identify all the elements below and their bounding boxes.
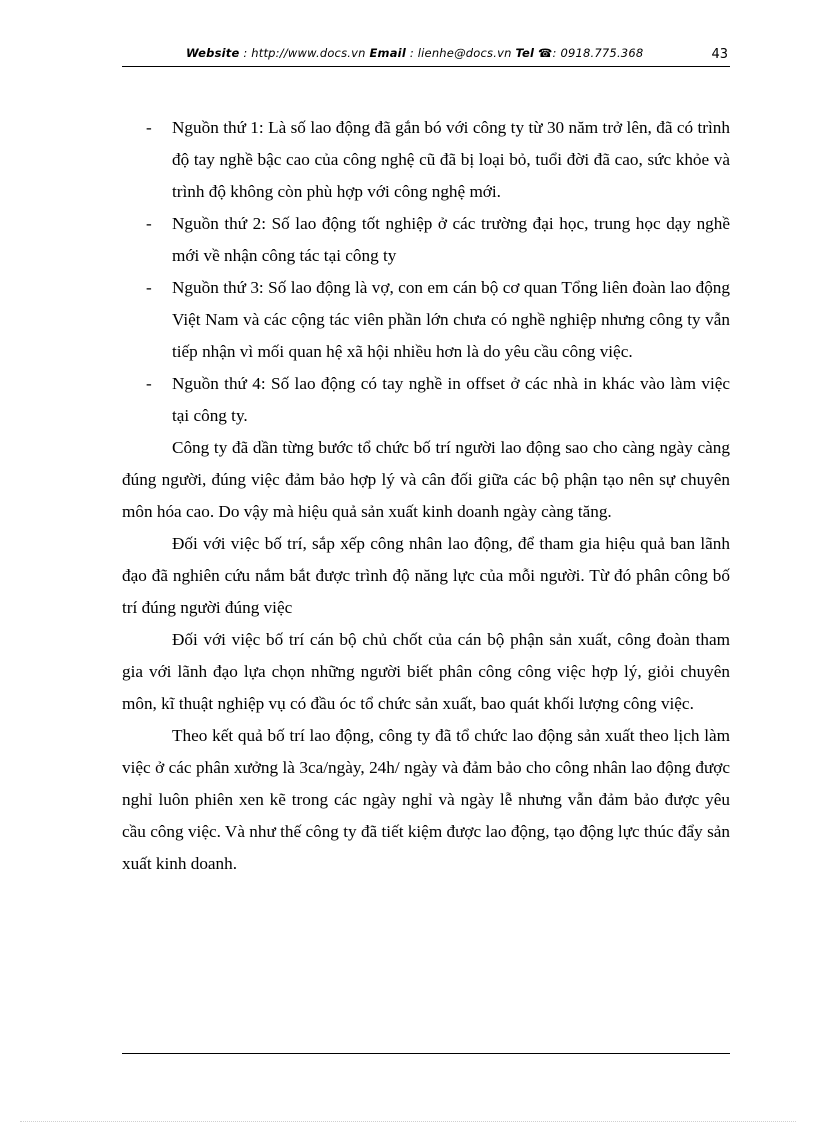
bullet-item (122, 272, 730, 368)
page-edge-dotted-line (20, 1121, 796, 1122)
document-body (122, 112, 730, 880)
bullet-item (122, 368, 730, 432)
bullet-dash: - (146, 214, 152, 233)
tel-value: : 0918.775.368 (552, 46, 644, 60)
page-header (122, 44, 730, 67)
bullet-text: Nguồn thứ 3: Số lao động là vợ, con em cán bộ cơ quan Tổng liên đoàn lao động Việt Nam và các cộng tác viên phần lớn chưa có nghề nghiệp nhưng công ty vẫn tiếp nhận vì mối quan hệ xã hội nhiều hơn là do yêu cầu công việc. (172, 278, 730, 361)
body-paragraph: Công ty đã dần từng bước tổ chức bố trí người lao động sao cho càng ngày càng đúng người, đúng việc đảm bảo hợp lý và cân đối giữa các bộ phận tạo nên sự chuyên môn hóa cao. Do vậy mà hiệu quả sản xuất kinh doanh ngày càng tăng. (122, 438, 730, 521)
body-paragraph: Đối với việc bố trí, sắp xếp công nhân lao động, để tham gia hiệu quả ban lãnh đạo đã nghiên cứu nắm bắt được trình độ năng lực của mỗi người. Từ đó phân công bố trí đúng người đúng việc (122, 534, 730, 617)
bullet-item (122, 112, 730, 208)
bullet-dash: - (146, 374, 152, 393)
bullet-dash: - (146, 118, 152, 137)
phone-icon: ☎ (538, 46, 553, 60)
footer-divider (122, 1053, 730, 1054)
bullet-dash: - (146, 278, 152, 297)
bullet-text: Nguồn thứ 2: Số lao động tốt nghiệp ở các trường đại học, trung học dạy nghề mới về nhận công tác tại công ty (172, 214, 730, 265)
body-paragraph: Theo kết quả bố trí lao động, công ty đã tổ chức lao động sản xuất theo lịch làm việc ở các phân xưởng là 3ca/ngày, 24h/ ngày và đảm bảo cho công nhân lao động được nghỉ luôn phiên xen kẽ trong các ngày nghỉ và ngày lễ nhưng vẫn đảm bảo được yêu cầu công việc. Và như thế công ty đã tiết kiệm được lao động, tạo động lực thúc đẩy sản xuất kinh doanh. (122, 726, 730, 873)
bullet-text: Nguồn thứ 1: Là số lao động đã gắn bó với công ty từ 30 năm trở lên, đã có trình độ tay nghề bậc cao của công nghệ cũ đã bị loại bỏ, tuổi đời đã cao, sức khỏe và trình độ không còn phù hợp với công nghệ mới. (172, 118, 730, 201)
email-label: Email (369, 46, 406, 60)
website-label: Website (186, 46, 240, 60)
bullet-item (122, 208, 730, 272)
tel-label: Tel (515, 46, 535, 60)
page-number: 43 (711, 47, 728, 62)
header-contact-line (186, 46, 643, 60)
body-paragraph: Đối với việc bố trí cán bộ chủ chốt của cán bộ phận sản xuất, công đoàn tham gia với lãnh đạo lựa chọn những người biết phân công công việc hợp lý, giỏi chuyên môn, kĩ thuật nghiệp vụ có đầu óc tổ chức sản xuất, bao quát khối lượng công việc. (122, 630, 730, 713)
website-url[interactable]: : http://www.docs.vn (243, 46, 366, 60)
bullet-text: Nguồn thứ 4: Số lao động có tay nghề in offset ở các nhà in khác vào làm việc tại công ty. (172, 374, 730, 425)
email-value[interactable]: : lienhe@docs.vn (409, 46, 512, 60)
